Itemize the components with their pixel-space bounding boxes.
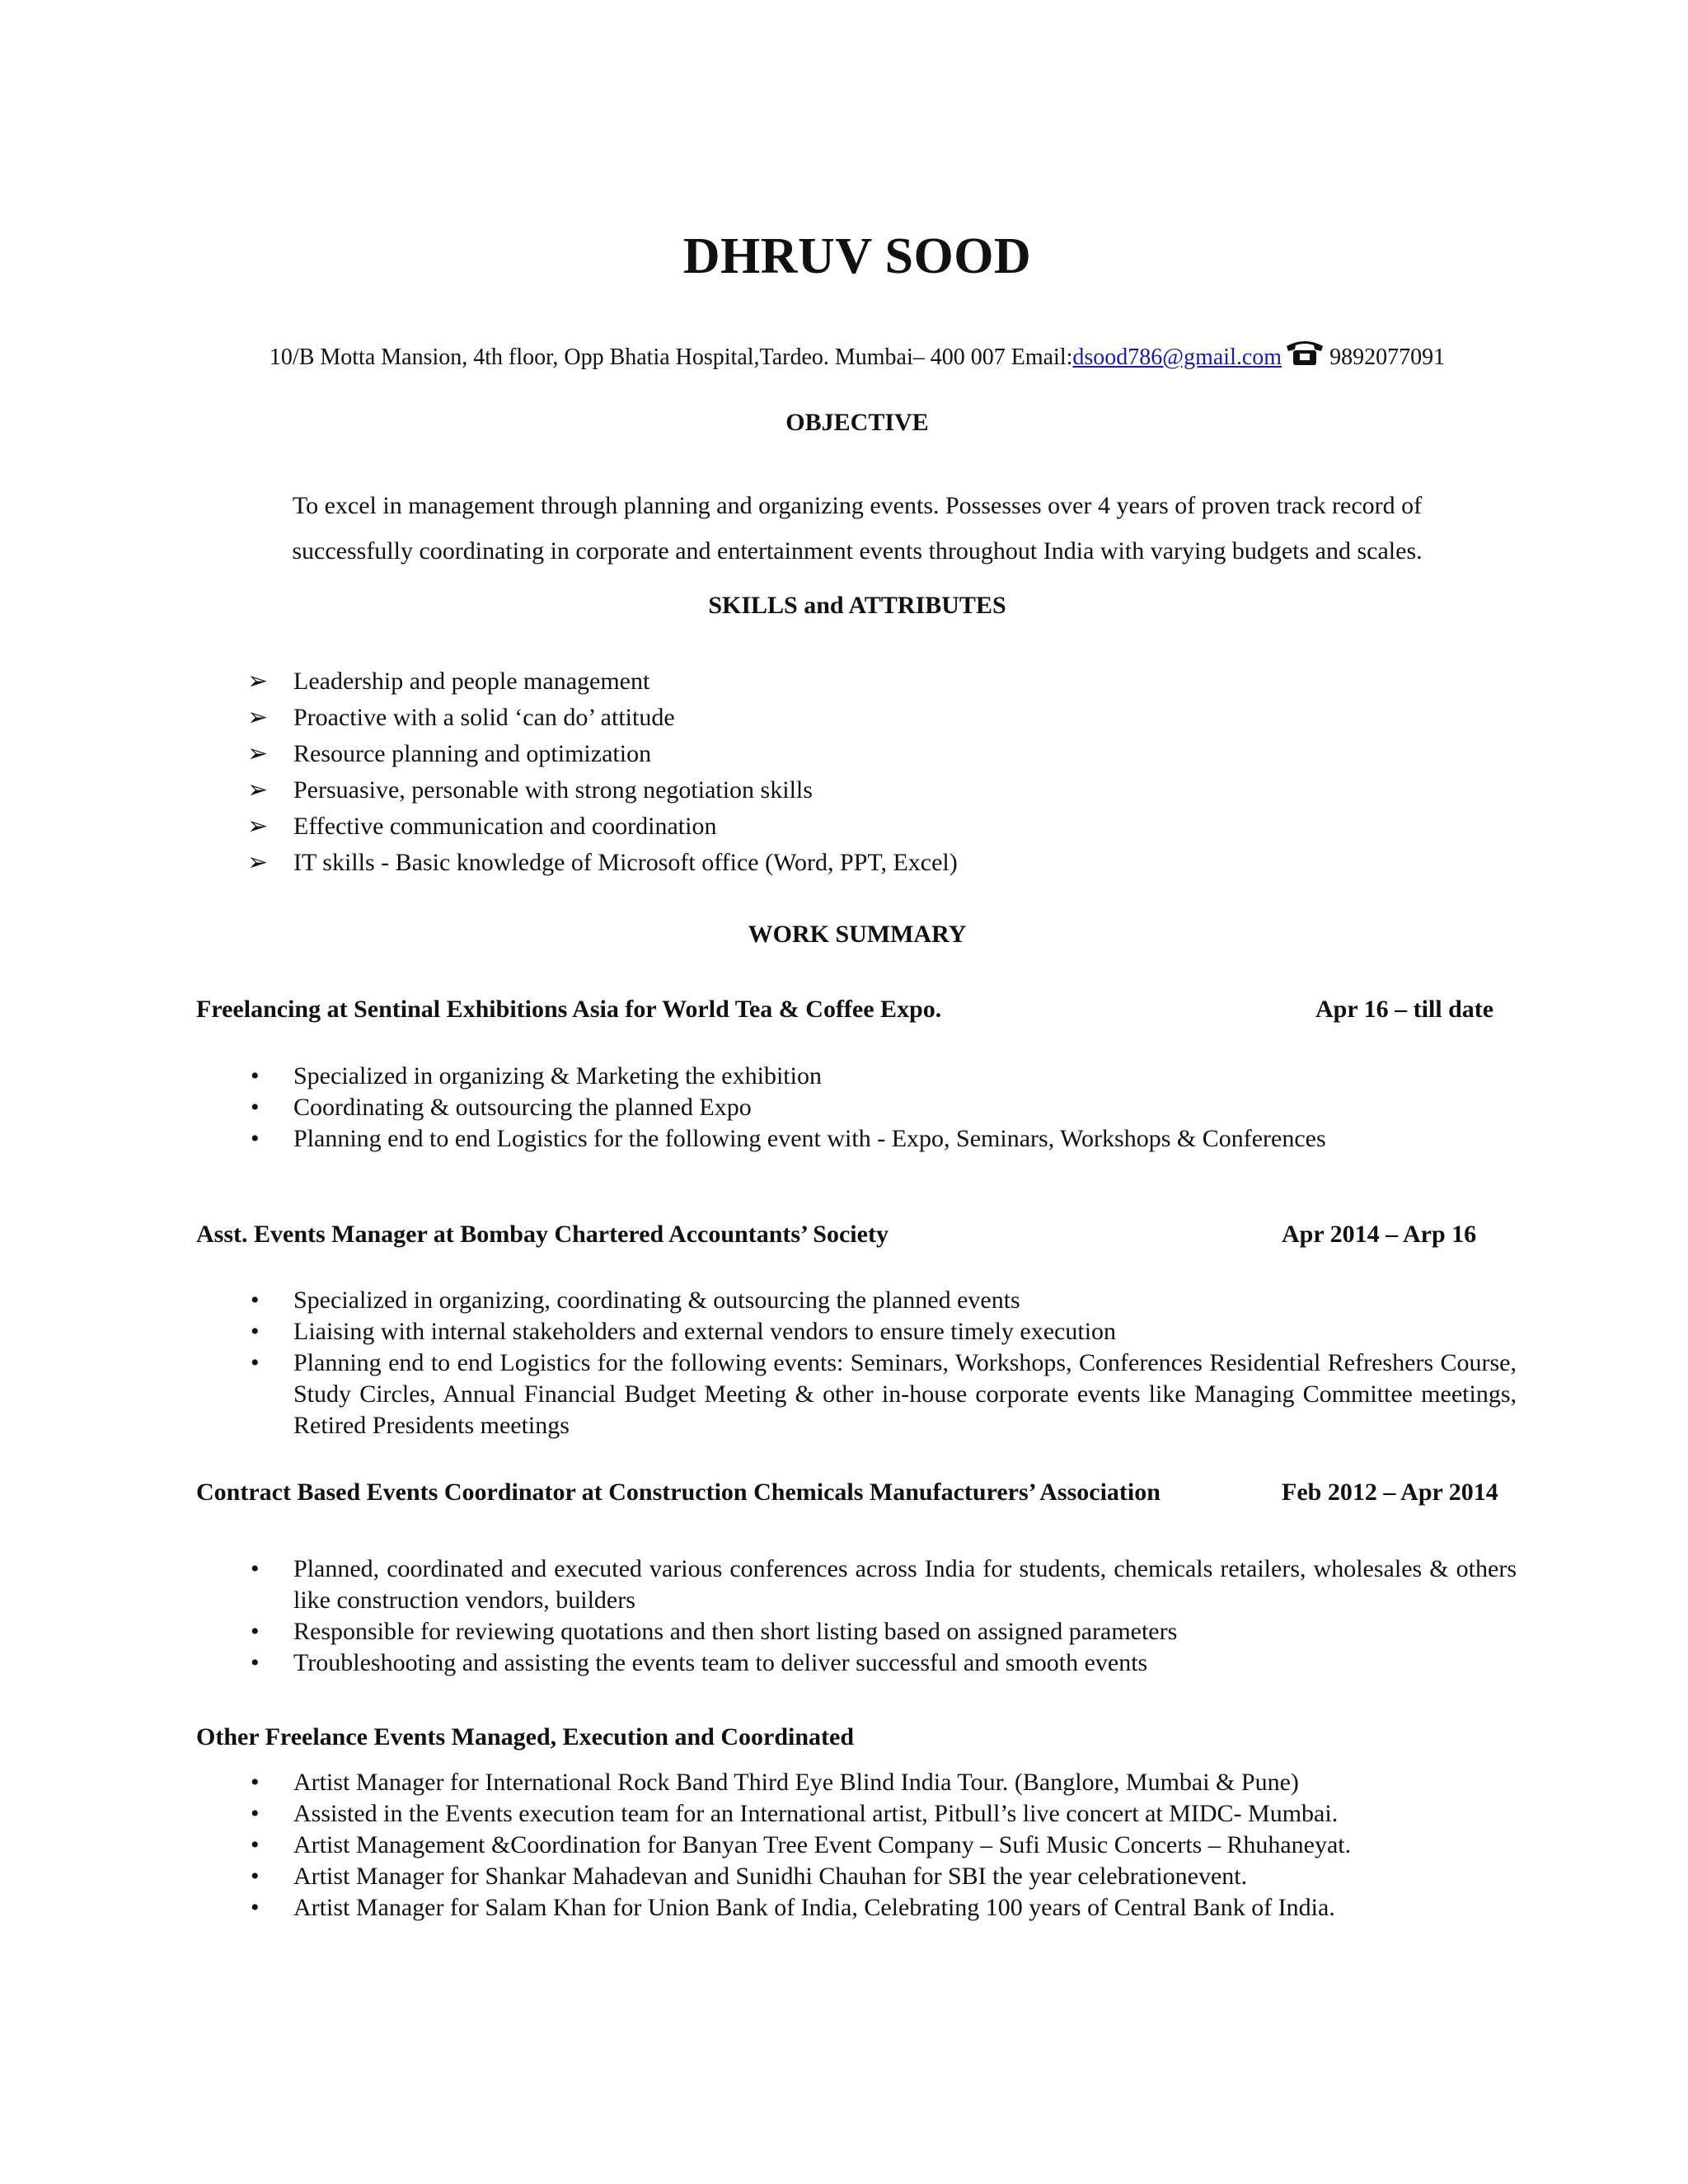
skill-item: ➢ Leadership and people management [198,663,1517,700]
duty-item: • Artist Manager for International Rock Band Third Eye Blind India Tour. (Banglore, Mumbai & Pune) [198,1767,1533,1798]
bullet-dot-icon: • [251,1286,260,1314]
skill-item: ➢ Proactive with a solid ‘can do’ attitude [198,700,1517,736]
duty-item: • Planning end to end Logistics for the following events: Seminars, Workshops, Conferences Residential Refreshers Course, Study Circles, Annual Financial Budget Meeting & other in-house corporate events like Managing Committee meetings, Retired Presidents meetings [251,1349,1517,1439]
duty-item: • Troubleshooting and assisting the events team to deliver successful and smooth events [198,1647,1517,1679]
bullet-dot-icon: • [251,1094,260,1121]
arrow-bullet-icon: ➢ [247,704,269,731]
job-title: Freelancing at Sentinal Exhibitions Asia for World Tea & Coffee Expo. [196,996,942,1023]
duty-item: • Planning end to end Logistics for the following event with - Expo, Seminars, Workshops & Conferences [198,1123,1517,1155]
bullet-dot-icon: • [251,1062,260,1090]
contact-line [0,338,1688,371]
duty-item: • Responsible for reviewing quotations and then short listing based on assigned parameters [198,1616,1517,1647]
bullet-dot-icon: • [251,1349,260,1376]
job-title: Contract Based Events Coordinator at Construction Chemicals Manufacturers’ Association [196,1479,1160,1506]
work-summary-heading: WORK SUMMARY [748,921,967,948]
bullet-dot-icon: • [251,1649,260,1676]
duty-item: • Artist Management &Coordination for Banyan Tree Event Company – Sufi Music Concerts – Rhuhaneyat. [198,1830,1533,1861]
duty-item: • Planned, coordinated and executed various conferences across India for students, chemicals retailers, wholesales & others like construction vendors, builders [251,1555,1517,1614]
skill-item: ➢ Persuasive, personable with strong negotiation skills [198,772,1517,808]
bullet-dot-icon: • [251,1769,260,1796]
skill-item: ➢ Effective communication and coordination [198,808,1517,845]
job-title: Other Freelance Events Managed, Execution and Coordinated [196,1723,855,1750]
job-duties-list [198,1285,1517,1441]
duty-item: • Specialized in organizing, coordinating & outsourcing the planned events [198,1285,1517,1316]
skills-list [198,663,1517,881]
job-title: Asst. Events Manager at Bombay Chartered Accountants’ Society [196,1221,889,1248]
bullet-dot-icon: • [251,1863,260,1890]
bullet-dot-icon: • [251,1800,260,1827]
objective-heading: OBJECTIVE [785,409,929,436]
bullet-dot-icon: • [251,1894,260,1921]
arrow-bullet-icon: ➢ [247,776,269,804]
job-duties-list [198,1767,1533,1924]
duty-item: • Liaising with internal stakeholders and external vendors to ensure timely execution [198,1316,1517,1347]
arrow-bullet-icon: ➢ [247,813,269,840]
job-duties-list [198,1554,1517,1679]
duty-item: • Specialized in organizing & Marketing the exhibition [198,1061,1517,1092]
objective-line: successfully coordinating in corporate and entertainment events throughout India with varying budgets and scales. [292,537,1423,565]
arrow-bullet-icon: ➢ [247,668,269,695]
telephone-icon [1283,338,1326,368]
skill-item: ➢ IT skills - Basic knowledge of Microsoft office (Word, PPT, Excel) [198,845,1517,881]
email-link[interactable]: dsood786@gmail.com [1072,344,1282,370]
phone-number: 9892077091 [1329,344,1446,370]
job-dates: Feb 2012 – Apr 2014 [1282,1479,1498,1506]
duty-item: • Coordinating & outsourcing the planned Expo [198,1092,1517,1123]
bullet-dot-icon: • [251,1618,260,1645]
duty-item: • Artist Manager for Salam Khan for Union Bank of India, Celebrating 100 years of Central Bank of India. [198,1892,1533,1924]
bullet-dot-icon: • [251,1831,260,1858]
address-text: 10/B Motta Mansion, 4th floor, Opp Bhatia Hospital,Tardeo. Mumbai– 400 007 Email: [269,344,1073,370]
objective-text [198,483,1517,574]
arrow-bullet-icon: ➢ [247,849,269,876]
job-duties-list [198,1061,1517,1155]
duty-item: • Assisted in the Events execution team for an International artist, Pitbull’s live concert at MIDC- Mumbai. [198,1798,1533,1830]
bullet-dot-icon: • [251,1125,260,1152]
job-dates: Apr 2014 – Arp 16 [1282,1221,1477,1248]
skills-heading: SKILLS and ATTRIBUTES [708,592,1006,619]
bullet-dot-icon: • [251,1555,260,1582]
objective-line: To excel in management through planning and organizing events. Possesses over 4 years of proven track record of [292,492,1423,519]
job-dates: Apr 16 – till date [1315,996,1494,1023]
arrow-bullet-icon: ➢ [247,740,269,767]
skill-item: ➢ Resource planning and optimization [198,736,1517,772]
candidate-name: DHRUV SOOD [682,228,1032,284]
bullet-dot-icon: • [251,1318,260,1345]
duty-item: • Artist Manager for Shankar Mahadevan and Sunidhi Chauhan for SBI the year celebrationevent. [198,1861,1533,1892]
